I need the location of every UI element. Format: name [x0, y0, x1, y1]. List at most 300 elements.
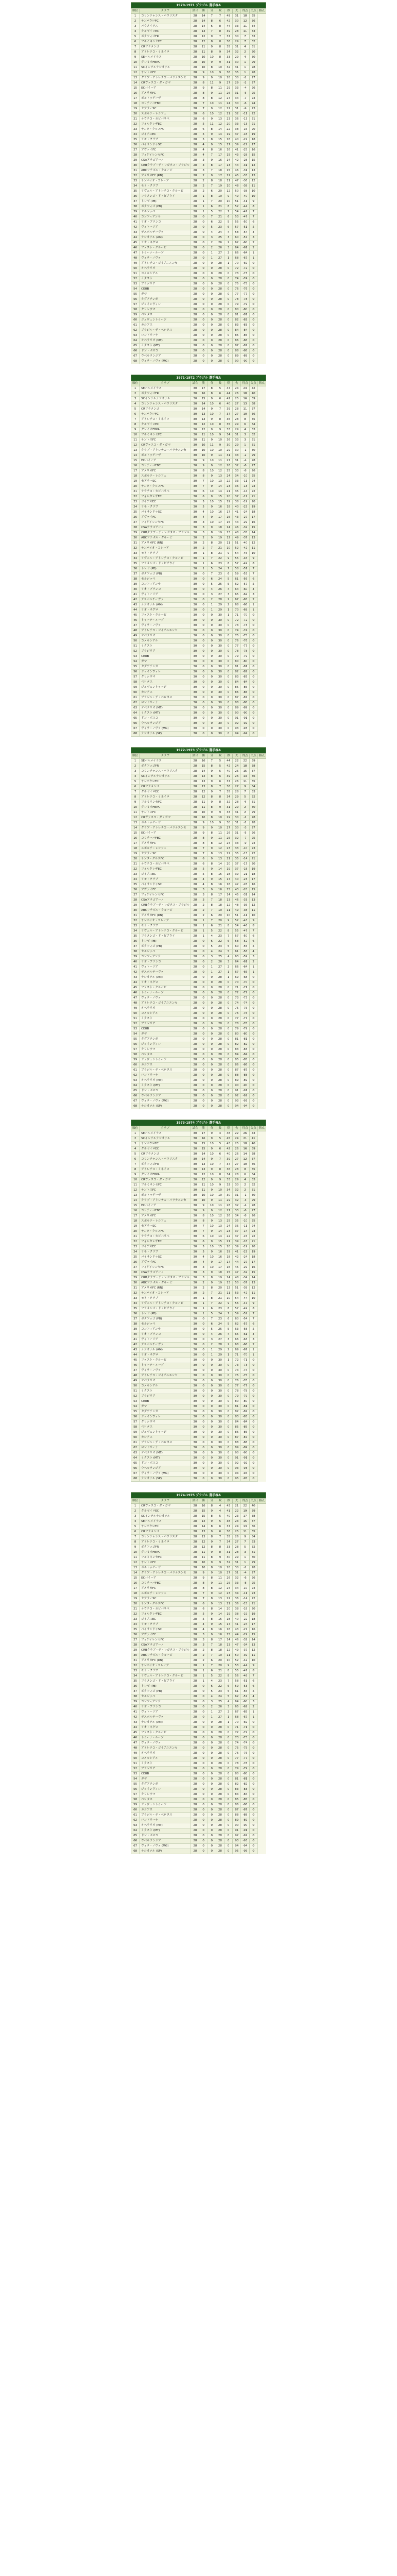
club-cell[interactable]: ボタフォゴ (PB) [140, 205, 191, 210]
club-cell[interactable]: リモ・クラブ [140, 138, 191, 143]
club-cell[interactable]: CRBクラブ・デ・レガタス・ブラジル [140, 903, 191, 908]
club-cell[interactable]: リヴェル・アトレチコ・クルービ [140, 189, 191, 194]
club-cell[interactable]: ABCフチボル・クルービ [140, 168, 191, 174]
club-cell[interactable]: ナウチコ・カピバリベ [140, 1234, 191, 1240]
club-cell[interactable]: ブラジル・デ・ペロタス [140, 696, 191, 701]
club-cell[interactable]: ボタフォゴFR [140, 35, 191, 40]
club-cell[interactable]: ジュヴェントゥージ [140, 685, 191, 690]
club-cell[interactable]: コンフィアンサ [140, 582, 191, 587]
club-cell[interactable]: セアラーSC [140, 852, 191, 857]
club-cell[interactable]: パイサンドゥSC [140, 510, 191, 515]
club-cell[interactable]: ナウチコ・カピバリベ [140, 862, 191, 867]
club-cell[interactable]: フィゲイレンセFC [140, 1638, 191, 1643]
club-cell[interactable]: オペラリオ (MT) [140, 1823, 191, 1828]
club-cell[interactable]: オペラリオ [140, 1006, 191, 1011]
club-cell[interactable]: ゴイアスEC [140, 1617, 191, 1622]
club-cell[interactable]: タグアチンガ [140, 1037, 191, 1042]
club-cell[interactable]: ドン・ボスコ [140, 1834, 191, 1839]
club-cell[interactable]: クリシウマ [140, 1420, 191, 1425]
club-cell[interactable]: カシアス [140, 690, 191, 696]
club-cell[interactable]: スポルチ・レシフェ [140, 474, 191, 479]
club-cell[interactable]: ヴィトーリア [140, 1337, 191, 1343]
club-cell[interactable]: リオ・ブランコ [140, 960, 191, 965]
club-cell[interactable]: セアラーSC [140, 479, 191, 484]
club-cell[interactable]: アヴァイFC [140, 888, 191, 893]
club-cell[interactable]: リオ・ネグロ [140, 1353, 191, 1358]
club-cell[interactable]: ナシオナル (SP) [140, 732, 191, 737]
club-cell[interactable]: オペラリオ [140, 1379, 191, 1384]
club-cell[interactable]: ABCフチボル・クルービ [140, 908, 191, 913]
club-cell[interactable]: リヴェル・アトレチコ・クルービ [140, 929, 191, 934]
club-cell[interactable]: グレミオFBPA [140, 1173, 191, 1178]
club-cell[interactable]: サンタ・クルスFC [140, 1229, 191, 1234]
club-cell[interactable]: サントスFC [140, 810, 191, 816]
club-cell[interactable]: アトレチコ・ゴイアニエンセ [140, 1001, 191, 1006]
club-cell[interactable]: CRBクラブ・デ・レガタス・ブラジル [140, 163, 191, 168]
club-cell[interactable]: フォルタレザEC [140, 867, 191, 872]
club-cell[interactable]: ジュヴェントゥージ [140, 1058, 191, 1063]
club-cell[interactable]: クラブ・アトレチコ・パラナエンセ [140, 1198, 191, 1204]
club-cell[interactable]: CEUB [140, 1772, 191, 1777]
club-cell[interactable]: グレミオFBPA [140, 805, 191, 810]
club-cell[interactable]: ロンドリーナ [140, 333, 191, 338]
club-cell[interactable]: コンフィアンサ [140, 1327, 191, 1332]
club-cell[interactable]: アメリカFC [140, 841, 191, 846]
club-cell[interactable]: ガマ [140, 659, 191, 665]
club-cell[interactable]: リモ・クラブ [140, 1250, 191, 1255]
club-cell[interactable]: デスポルチーヴァ [140, 230, 191, 235]
club-cell[interactable]: ヴィラ・ノヴァ [140, 256, 191, 261]
club-cell[interactable]: コメルシアル [140, 1756, 191, 1761]
club-cell[interactable]: SEパルメイラス [140, 759, 191, 764]
club-cell[interactable]: CEUB [140, 287, 191, 292]
club-cell[interactable]: CRBクラブ・デ・レガタス・ブラジル [140, 531, 191, 536]
club-cell[interactable]: フラメンゴ・ド・ピアウイ [140, 562, 191, 567]
club-cell[interactable]: クラブ・アトレチコ・パラナエンセ [140, 448, 191, 453]
club-cell[interactable]: パウメイラス [140, 24, 191, 29]
club-cell[interactable]: パイサンドゥSC [140, 883, 191, 888]
club-cell[interactable]: アメリカFC [140, 1586, 191, 1591]
club-cell[interactable]: アメリカFC (RN) [140, 1286, 191, 1291]
club-cell[interactable]: トゥーナ・ルーゾ [140, 618, 191, 623]
club-cell[interactable]: ガマ [140, 292, 191, 297]
club-cell[interactable]: ヴィラ・ノヴァ (MG) [140, 726, 191, 732]
club-cell[interactable]: ミクスト (MT) [140, 1828, 191, 1834]
club-cell[interactable]: コリンチャンス・パウリスタ [140, 14, 191, 19]
club-cell[interactable]: ジョインヴィレ [140, 1042, 191, 1047]
club-cell[interactable]: ミクスト (MT) [140, 1456, 191, 1461]
club-cell[interactable]: サンパイオ・コレーア [140, 179, 191, 184]
club-cell[interactable]: アヴァイFC [140, 148, 191, 153]
club-cell[interactable]: コリチーバFBC [140, 464, 191, 469]
club-cell[interactable]: ナウチコ・カピバリベ [140, 489, 191, 495]
club-cell[interactable]: モト・クラブ [140, 1669, 191, 1674]
club-cell[interactable]: SCインテルナシオナル [140, 65, 191, 71]
club-cell[interactable]: SEパルメイラス [140, 1519, 191, 1524]
club-cell[interactable]: コリンチャンス・パウリスタ [140, 1157, 191, 1162]
club-cell[interactable]: ウベルランジア [140, 1839, 191, 1844]
club-cell[interactable]: セアラーSC [140, 1224, 191, 1229]
club-cell[interactable]: コリンチャンス・パウリスタ [140, 769, 191, 774]
club-cell[interactable]: ゴイアスEC [140, 132, 191, 138]
club-cell[interactable]: クルゼイロEC [140, 1509, 191, 1514]
club-cell[interactable]: アトレチコ・ミネイロ [140, 1167, 191, 1173]
club-cell[interactable]: ミクスト (MT) [140, 1083, 191, 1089]
club-cell[interactable]: アヴァイFC [140, 1260, 191, 1265]
club-cell[interactable]: ボタフォゴFR [140, 1162, 191, 1167]
club-cell[interactable]: ABCフチボル・クルービ [140, 1653, 191, 1658]
club-cell[interactable]: リヴェル・アトレチコ・クルービ [140, 1301, 191, 1307]
club-cell[interactable]: ポルトゥゲーザ [140, 1193, 191, 1198]
club-cell[interactable]: タグアチンガ [140, 1410, 191, 1415]
club-cell[interactable]: オペラリオ [140, 634, 191, 639]
club-cell[interactable]: ヴィトーリア [140, 592, 191, 598]
club-cell[interactable]: リオ・ネグロ [140, 1725, 191, 1731]
club-cell[interactable]: コメルシアル [140, 272, 191, 277]
club-cell[interactable]: ファスト・クルービ [140, 246, 191, 251]
club-cell[interactable]: セルジッペ [140, 577, 191, 582]
club-cell[interactable]: フラメンゴ・ド・ピアウイ [140, 1307, 191, 1312]
club-cell[interactable]: アトレチコ・ミネイロ [140, 1540, 191, 1545]
club-cell[interactable]: トレゼ (PB) [140, 1312, 191, 1317]
club-cell[interactable]: クリシウマ [140, 308, 191, 313]
club-cell[interactable]: ジュヴェントゥージ [140, 1803, 191, 1808]
club-cell[interactable]: アメリカFC (RN) [140, 1658, 191, 1664]
club-cell[interactable]: リオ・ネグロ [140, 608, 191, 613]
club-cell[interactable]: CRフラメンゴ [140, 785, 191, 790]
club-cell[interactable]: CRフラメンゴ [140, 45, 191, 50]
club-cell[interactable]: ミクスト (MT) [140, 711, 191, 716]
club-cell[interactable]: ミクスト [140, 277, 191, 282]
club-cell[interactable]: グレミオFBPA [140, 1550, 191, 1555]
club-cell[interactable]: ブラジリア [140, 1767, 191, 1772]
club-cell[interactable]: ジュヴェントゥージ [140, 1430, 191, 1435]
club-cell[interactable]: リヴェル・アトレチコ・クルービ [140, 556, 191, 562]
club-cell[interactable]: トレゼ (PB) [140, 199, 191, 205]
club-cell[interactable]: ブラジリア [140, 282, 191, 287]
club-cell[interactable]: オペラリオ (MT) [140, 338, 191, 344]
club-cell[interactable]: タグアチンガ [140, 297, 191, 302]
club-cell[interactable]: SEパルメイラス [140, 386, 191, 392]
club-cell[interactable]: ヴィトーリア [140, 225, 191, 230]
club-cell[interactable]: ドン・ボスコ [140, 349, 191, 354]
club-cell[interactable]: ナシオナル (SP) [140, 1104, 191, 1109]
club-cell[interactable]: アトレチコ・ゴイアニエンセ [140, 261, 191, 266]
club-cell[interactable]: ECバイーア [140, 459, 191, 464]
club-cell[interactable]: リモ・クラブ [140, 505, 191, 510]
club-cell[interactable]: ミクスト [140, 644, 191, 649]
club-cell[interactable]: SEパルメイラス [140, 55, 191, 60]
club-cell[interactable]: デスポルチーヴァ [140, 1343, 191, 1348]
club-cell[interactable]: ポルトゥゲーザ [140, 96, 191, 101]
club-cell[interactable]: アトレチコ・ゴイアニエンセ [140, 1746, 191, 1751]
club-cell[interactable]: コンフィアンサ [140, 215, 191, 220]
club-cell[interactable]: リオ・ブランコ [140, 1332, 191, 1337]
club-cell[interactable]: サンタ・クルスFC [140, 1602, 191, 1607]
club-cell[interactable]: SCインテルナシオナル [140, 1514, 191, 1519]
club-cell[interactable]: フルミネンセFC [140, 40, 191, 45]
club-cell[interactable]: ブラジル・デ・ペロタス [140, 1440, 191, 1446]
club-cell[interactable]: サントスFC [140, 438, 191, 443]
club-cell[interactable]: コリンチャンス・パウリスタ [140, 1535, 191, 1540]
club-cell[interactable]: ミクスト [140, 1761, 191, 1767]
club-cell[interactable]: グレミオFBPA [140, 428, 191, 433]
club-cell[interactable]: フォルタレザEC [140, 1240, 191, 1245]
club-cell[interactable]: ボタフォゴFR [140, 764, 191, 769]
club-cell[interactable]: ヴィラ・ノヴァ [140, 1368, 191, 1374]
club-cell[interactable]: クラブ・アトレチコ・パラナエンセ [140, 826, 191, 831]
club-cell[interactable]: ウベルランジア [140, 1466, 191, 1471]
club-cell[interactable]: オペラリオ [140, 1751, 191, 1756]
club-cell[interactable]: セアラーSC [140, 1597, 191, 1602]
club-cell[interactable]: CRBクラブ・デ・レガタス・ブラジル [140, 1276, 191, 1281]
club-cell[interactable]: ロンドリーナ [140, 1073, 191, 1078]
club-cell[interactable]: ヴィラ・ノヴァ [140, 996, 191, 1001]
club-cell[interactable]: サンパイオ・コレーア [140, 546, 191, 551]
club-cell[interactable]: デスポルチーヴァ [140, 1715, 191, 1720]
club-cell[interactable]: ブラジル・デ・ペロタス [140, 328, 191, 333]
club-cell[interactable]: ジョインヴィレ [140, 1787, 191, 1792]
club-cell[interactable]: コメルシアル [140, 1011, 191, 1016]
club-cell[interactable]: CSAアラゴアーノ [140, 1643, 191, 1648]
club-cell[interactable]: ECバイーア [140, 1204, 191, 1209]
club-cell[interactable]: ファスト・クルービ [140, 1731, 191, 1736]
club-cell[interactable]: セルジッペ [140, 210, 191, 215]
club-cell[interactable]: アメリカFC (RN) [140, 913, 191, 919]
club-cell[interactable]: ガマ [140, 1032, 191, 1037]
club-cell[interactable]: ペロタス [140, 313, 191, 318]
club-cell[interactable]: オペラリオ (MT) [140, 1451, 191, 1456]
club-cell[interactable]: リモ・クラブ [140, 877, 191, 883]
club-cell[interactable]: ナシオナル (SP) [140, 1849, 191, 1854]
club-cell[interactable]: フルミネンセFC [140, 1555, 191, 1561]
club-cell[interactable]: カシアス [140, 323, 191, 328]
club-cell[interactable]: CEUB [140, 654, 191, 659]
club-cell[interactable]: ブラジリア [140, 1394, 191, 1399]
club-cell[interactable]: CSAアラゴアーノ [140, 1270, 191, 1276]
club-cell[interactable]: ヴィラ・ノヴァ (MG) [140, 359, 191, 364]
club-cell[interactable]: ボタフォゴ (PB) [140, 944, 191, 950]
club-cell[interactable]: CRヴァスコ・ダ・ガマ [140, 1504, 191, 1509]
club-cell[interactable]: サンパウロFC [140, 1142, 191, 1147]
club-cell[interactable]: カシアス [140, 1808, 191, 1813]
club-cell[interactable]: ゴイアスEC [140, 500, 191, 505]
club-cell[interactable]: ブラジル・デ・ペロタス [140, 1813, 191, 1818]
club-cell[interactable]: ボタフォゴFR [140, 1545, 191, 1550]
club-cell[interactable]: SCインテルナシオナル [140, 774, 191, 779]
club-cell[interactable]: コメルシアル [140, 639, 191, 644]
club-cell[interactable]: リオ・ネグロ [140, 980, 191, 986]
club-cell[interactable]: サンタ・クルスFC [140, 484, 191, 489]
club-cell[interactable]: サンパウロFC [140, 19, 191, 24]
club-cell[interactable]: カシアス [140, 1063, 191, 1068]
club-cell[interactable]: ABCフチボル・クルービ [140, 536, 191, 541]
club-cell[interactable]: リモ・クラブ [140, 1622, 191, 1628]
club-cell[interactable]: フィゲイレンセFC [140, 1265, 191, 1270]
club-cell[interactable]: クラブ・アトレチコ・パラナエンセ [140, 76, 191, 81]
club-cell[interactable]: サンタ・クルスFC [140, 857, 191, 862]
club-cell[interactable]: CSAアラゴアーノ [140, 526, 191, 531]
club-cell[interactable]: セルジッペ [140, 950, 191, 955]
club-cell[interactable]: ナシオナル (AM) [140, 975, 191, 980]
club-cell[interactable]: CEUB [140, 1399, 191, 1404]
club-cell[interactable]: トゥーナ・ルーゾ [140, 251, 191, 256]
club-cell[interactable]: モト・クラブ [140, 184, 191, 189]
club-cell[interactable]: スポルチ・レシフェ [140, 846, 191, 852]
club-cell[interactable]: アヴァイFC [140, 515, 191, 520]
club-cell[interactable]: CRヴァスコ・ダ・ガマ [140, 816, 191, 821]
club-cell[interactable]: フィゲイレンセFC [140, 153, 191, 158]
club-cell[interactable]: セルジッペ [140, 1694, 191, 1700]
club-cell[interactable]: アメリカFC [140, 91, 191, 96]
club-cell[interactable]: ジュヴェントゥージ [140, 318, 191, 323]
club-cell[interactable]: アトレチコ・ミネイロ [140, 50, 191, 55]
club-cell[interactable]: コメルシアル [140, 1384, 191, 1389]
club-cell[interactable]: ペロタス [140, 1798, 191, 1803]
club-cell[interactable]: モト・クラブ [140, 924, 191, 929]
club-cell[interactable]: ガマ [140, 1777, 191, 1782]
club-cell[interactable]: パイサンドゥSC [140, 1628, 191, 1633]
club-cell[interactable]: ヴィトーリア [140, 1710, 191, 1715]
club-cell[interactable]: CRヴァスコ・ダ・ガマ [140, 443, 191, 448]
club-cell[interactable]: アメリカFC [140, 469, 191, 474]
club-cell[interactable]: グレミオFBPA [140, 60, 191, 65]
club-cell[interactable]: サンパウロFC [140, 412, 191, 417]
club-cell[interactable]: モト・クラブ [140, 1296, 191, 1301]
club-cell[interactable]: ウベルランジア [140, 721, 191, 726]
club-cell[interactable]: ブラジル・デ・ペロタス [140, 1068, 191, 1073]
club-cell[interactable]: ドン・ボスコ [140, 716, 191, 721]
club-cell[interactable]: ロンドリーナ [140, 1818, 191, 1823]
club-cell[interactable]: ジョインヴィレ [140, 1415, 191, 1420]
club-cell[interactable]: ゴイアスEC [140, 872, 191, 877]
club-cell[interactable]: ブラジリア [140, 649, 191, 654]
club-cell[interactable]: トゥーナ・ルーゾ [140, 1736, 191, 1741]
club-cell[interactable]: SEパルメイラス [140, 1131, 191, 1137]
club-cell[interactable]: ポルトゥゲーザ [140, 821, 191, 826]
club-cell[interactable]: アトレチコ・ゴイアニエンセ [140, 629, 191, 634]
club-cell[interactable]: ガマ [140, 1404, 191, 1410]
club-cell[interactable]: アトレチコ・ミネイロ [140, 795, 191, 800]
club-cell[interactable]: ナシオナル (SP) [140, 1477, 191, 1482]
club-cell[interactable]: コリチーバFBC [140, 836, 191, 841]
club-cell[interactable]: SCインテルナシオナル [140, 397, 191, 402]
club-cell[interactable]: CRヴァスコ・ダ・ガマ [140, 81, 191, 86]
club-cell[interactable]: クリシウマ [140, 1792, 191, 1798]
club-cell[interactable]: ロンドリーナ [140, 1446, 191, 1451]
club-cell[interactable]: サントスFC [140, 71, 191, 76]
club-cell[interactable]: ヴィラ・ノヴァ [140, 623, 191, 629]
club-cell[interactable]: コリチーバFBC [140, 1209, 191, 1214]
club-cell[interactable]: ミクスト (MT) [140, 344, 191, 349]
club-cell[interactable]: ドン・ボスコ [140, 1461, 191, 1466]
club-cell[interactable]: フィゲイレンセFC [140, 520, 191, 526]
club-cell[interactable]: フラメンゴ・ド・ピアウイ [140, 934, 191, 939]
club-cell[interactable]: パイサンドゥSC [140, 1255, 191, 1260]
club-cell[interactable]: クリシウマ [140, 675, 191, 680]
club-cell[interactable]: ゴイアスEC [140, 1245, 191, 1250]
club-cell[interactable]: ファスト・クルービ [140, 1358, 191, 1363]
club-cell[interactable]: ポルトゥゲーザ [140, 1566, 191, 1571]
club-cell[interactable]: カシアス [140, 1435, 191, 1440]
club-cell[interactable]: アトレチコ・ゴイアニエンセ [140, 1374, 191, 1379]
club-cell[interactable]: オペラリオ (MT) [140, 1078, 191, 1083]
club-cell[interactable]: クルゼイロEC [140, 1147, 191, 1152]
club-cell[interactable]: ABCフチボル・クルービ [140, 1281, 191, 1286]
club-cell[interactable]: セアラーSC [140, 107, 191, 112]
club-cell[interactable]: スポルチ・レシフェ [140, 112, 191, 117]
club-cell[interactable]: フラメンゴ・ド・ピアウイ [140, 194, 191, 199]
club-cell[interactable]: ナシオナル (AM) [140, 1720, 191, 1725]
club-cell[interactable]: ボタフォゴ (PB) [140, 572, 191, 577]
club-cell[interactable]: ECバイーア [140, 86, 191, 91]
club-cell[interactable]: CRフラメンゴ [140, 407, 191, 412]
club-cell[interactable]: オペラリオ (MT) [140, 706, 191, 711]
club-cell[interactable]: ウベルランジア [140, 354, 191, 359]
club-cell[interactable]: リオ・ブランコ [140, 587, 191, 592]
club-cell[interactable]: アメリカFC (RN) [140, 174, 191, 179]
club-cell[interactable]: コリンチャンス・パウリスタ [140, 402, 191, 407]
club-cell[interactable]: デスポルチーヴァ [140, 970, 191, 975]
club-cell[interactable]: ヴィラ・ノヴァ [140, 1741, 191, 1746]
club-cell[interactable]: ファスト・クルービ [140, 986, 191, 991]
club-cell[interactable]: フォルタレザEC [140, 495, 191, 500]
club-cell[interactable]: ボタフォゴ (PB) [140, 1689, 191, 1694]
club-cell[interactable]: トゥーナ・ルーゾ [140, 991, 191, 996]
club-cell[interactable]: ボタフォゴFR [140, 392, 191, 397]
club-cell[interactable]: ECバイーア [140, 831, 191, 836]
club-cell[interactable]: CSAアラゴアーノ [140, 158, 191, 163]
club-cell[interactable]: ジョインヴィレ [140, 670, 191, 675]
club-cell[interactable]: リオ・ブランコ [140, 1705, 191, 1710]
club-cell[interactable]: フルミネンセFC [140, 800, 191, 805]
club-cell[interactable]: フルミネンセFC [140, 1183, 191, 1188]
club-cell[interactable]: ジョインヴィレ [140, 302, 191, 308]
club-cell[interactable]: ナシオナル (AM) [140, 235, 191, 241]
club-cell[interactable]: ポルトゥゲーザ [140, 453, 191, 459]
club-cell[interactable]: ナウチコ・カピバリベ [140, 117, 191, 122]
club-cell[interactable]: ヴィトーリア [140, 965, 191, 970]
club-cell[interactable]: フルミネンセFC [140, 433, 191, 438]
club-cell[interactable]: アメリカFC [140, 1214, 191, 1219]
club-cell[interactable]: ナシオナル (AM) [140, 1348, 191, 1353]
club-cell[interactable]: CRBクラブ・デ・レガタス・ブラジル [140, 1648, 191, 1653]
club-cell[interactable]: コンフィアンサ [140, 1700, 191, 1705]
club-cell[interactable]: ヴィラ・ノヴァ (MG) [140, 1471, 191, 1477]
club-cell[interactable]: アヴァイFC [140, 1633, 191, 1638]
club-cell[interactable]: パイサンドゥSC [140, 143, 191, 148]
club-cell[interactable]: ミクスト [140, 1016, 191, 1022]
club-cell[interactable]: クルゼイロEC [140, 790, 191, 795]
club-cell[interactable]: サントスFC [140, 1188, 191, 1193]
club-cell[interactable]: コリチーバFBC [140, 101, 191, 107]
club-cell[interactable]: コンフィアンサ [140, 955, 191, 960]
club-cell[interactable]: CEUB [140, 1027, 191, 1032]
club-cell[interactable]: ロンドリーナ [140, 701, 191, 706]
club-cell[interactable]: SCインテルナシオナル [140, 1137, 191, 1142]
club-cell[interactable]: ヴィラ・ノヴァ (MG) [140, 1099, 191, 1104]
club-cell[interactable]: ペロタス [140, 1425, 191, 1430]
club-cell[interactable]: タグアチンガ [140, 1782, 191, 1787]
club-cell[interactable]: トレゼ (PB) [140, 939, 191, 944]
club-cell[interactable]: サンパイオ・コレーア [140, 1664, 191, 1669]
club-cell[interactable]: ナウチコ・カピバリベ [140, 1607, 191, 1612]
club-cell[interactable]: ファスト・クルービ [140, 613, 191, 618]
club-cell[interactable]: スポルチ・レシフェ [140, 1219, 191, 1224]
club-cell[interactable]: コリチーバFBC [140, 1581, 191, 1586]
club-cell[interactable]: オペラリオ [140, 266, 191, 272]
club-cell[interactable]: サンパイオ・コレーア [140, 1291, 191, 1296]
